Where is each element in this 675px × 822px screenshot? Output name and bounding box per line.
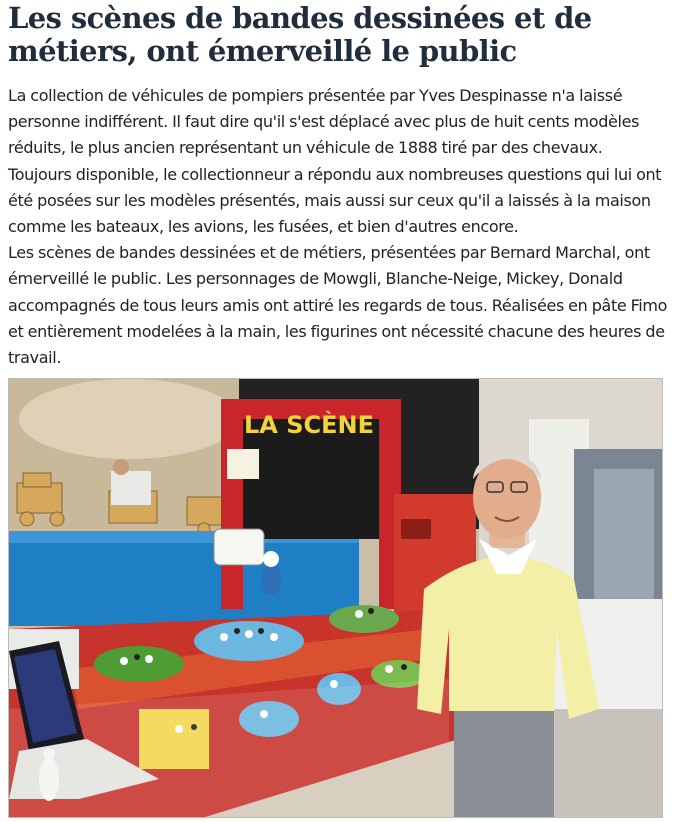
article-paragraph-1: La collection de véhicules de pompiers présentée par Yves Despinasse n'a laissé personne indifférent. Il faut dire qu'il s'est déplacé avec plus de huit cents modèles réduits, le plus ancien représentant un véhicule de 1888 tiré par des chevaux. Toujours disponible, le collectionneur a répondu aux nombreuses questions qui lui ont été posées sur les modèles présentés, mais aussi sur ceux qu'il a laissés à la maison comme les bateaux, les avions, les fusées, et bien d'autres encore. — [8, 86, 662, 237]
stage-sign: LA SCÈNE — [244, 411, 374, 439]
article-body — [8, 83, 670, 371]
article-photo — [8, 378, 663, 818]
article-headline: Les scènes de bandes dessinées et de métiers, ont émerveillé le public — [8, 1, 592, 68]
article-paragraph-2: Les scènes de bandes dessinées et de métiers, présentées par Bernard Marchal, ont émerveillé le public. Les personnages de Mowgli, Blanche-Neige, Mickey, Donald accompagnés de tous leurs amis ont attiré les regards de tous. Réalisées en pâte Fimo et entièrement modelées à la main, les figurines ont nécessité chacune des heures de travail. — [8, 243, 668, 368]
